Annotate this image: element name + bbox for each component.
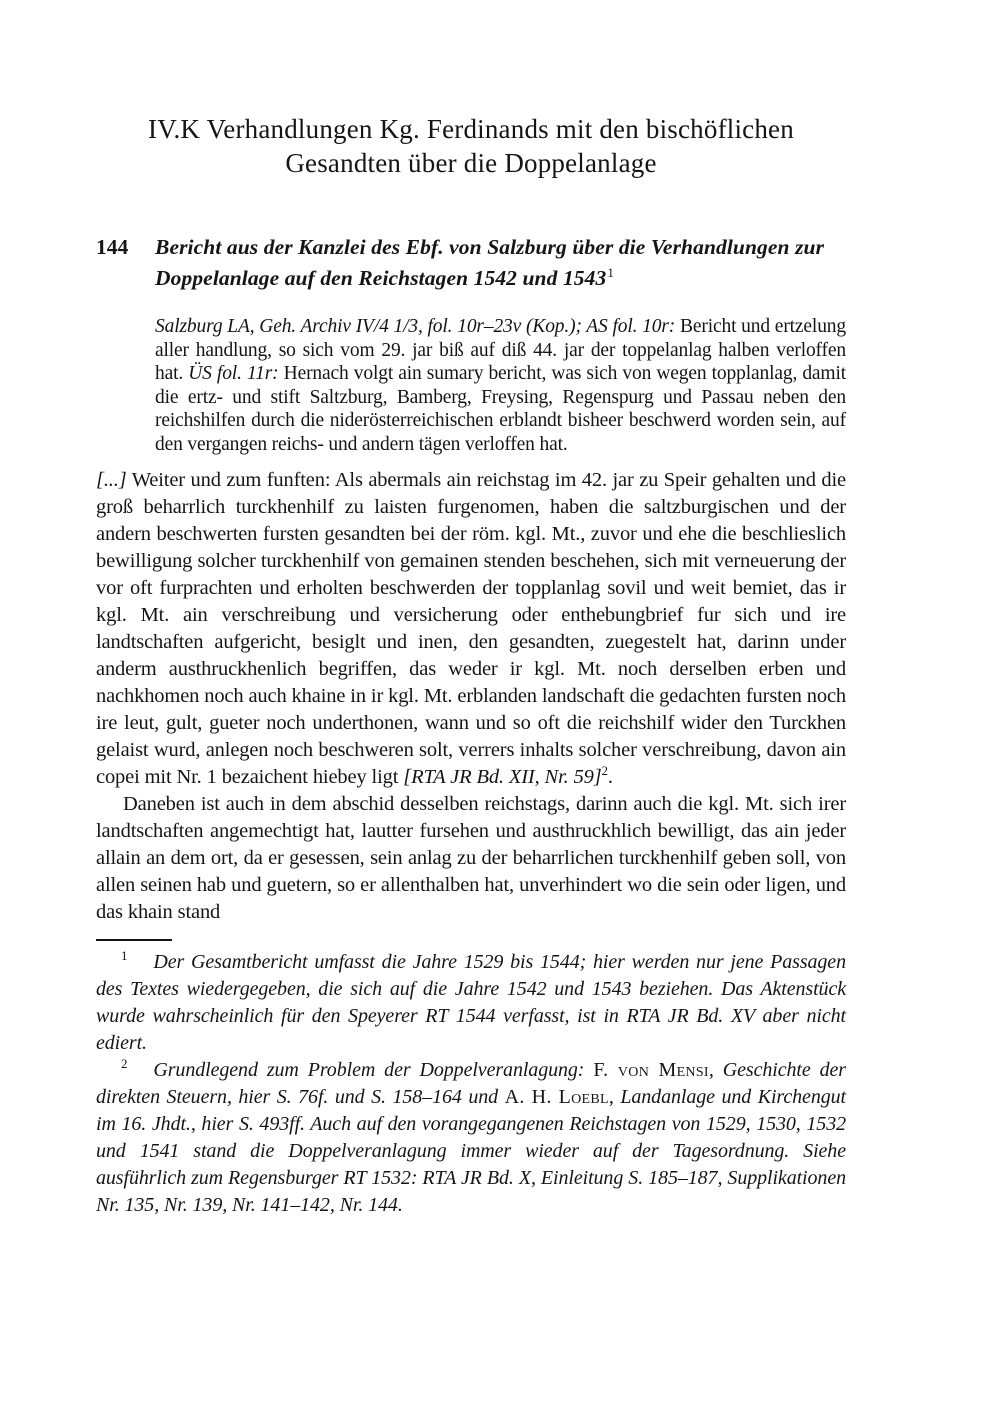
text-block [96, 0, 846, 1219]
document-heading-text: Bericht aus der Kanzlei des Ebf. von Salzburg über die Verhandlungen zur Doppelanlage auf den Reichstagen 1542 und 1543 [155, 235, 825, 290]
section-title-line1: IV.K Verhandlungen Kg. Ferdinands mit den bischöflichen [148, 114, 794, 144]
document-heading [155, 232, 846, 294]
body-paragraph-1: [...] Weiter und zum funften: Als abermals ain reichstag im 42. jar zu Speir gehalten und die groß beharrlich turckhenhilf zu laisten furgenomen, haben die saltzburgischen und der andern beschwerten fursten gesandten bei der röm. kgl. Mt., zuvor und ehe die beschlieslich bewilligung solcher turckhenhilf von gemainen stenden beschehen, sich mit verneuerung der vor oft furprachten und erholten beschwerden der topplanlag sovil und weit bemiet, das ir kgl. Mt. ain verschreibung und versicherung oder enthebungbrief fur sich und ire landtschaften aufgericht, besiglt und inen, den gesandten, zuegestelt hat, darinn under anderm austhruckhenlich begriffen, das weder ir kgl. Mt. noch derselben erben und nachkhomen noch auch khaine in ir kgl. Mt. erblanden landschaft die gedachten fursten noch ire leut, gult, gueter noch underthonen, wann und so oft die reichshilf wider den Turckhen gelaist wurd, anlegen noch beschweren solt, verrers inhalts solcher verschreibung, davon ain copei mit Nr. 1 bezaichent hiebey ligt [RTA JR Bd. XII, Nr. 59]$^2$. [96, 468, 846, 788]
footnote-ref-1: 1 [607, 264, 614, 280]
section-title [96, 112, 846, 180]
footnote-1 [96, 949, 846, 1057]
footnote-text-1: Der Gesamtbericht umfasst die Jahre 1529 bis 1544; hier werden nur jene Passagen des Textes wiedergegeben, die sich auf die Jahre 1542 und 1543 beziehen. Das Aktenstück wurde wahrscheinlich für den Speyerer RT 1544 verfasst, ist in RTA JR Bd. XV aber nicht ediert. [96, 950, 846, 1054]
footnote-number-1: 1 [121, 947, 128, 963]
footnote-2 [96, 1057, 846, 1219]
document-number: 144 [96, 235, 129, 259]
section-title-line2: Gesandten über die Doppelanlage [285, 148, 657, 178]
footnotes-section [96, 949, 846, 1219]
body-paragraph-2: Daneben ist auch in dem abschid desselben reichstags, darinn auch die kgl. Mt. sich irer landtschaften angemechtigt hat, lautter fursehen und austhruckhlich bewilligt, das ain jeder allain an dem ort, da er gesessen, sein anlag zu der beharrlichen turckhenhilf geben soll, von allen seinen hab und guetern, so er allenthalben hat, unverhindert wo die sein oder ligen, und das khain stand [96, 792, 846, 923]
footnote-number-2: 2 [121, 1055, 128, 1071]
document-header [96, 232, 846, 294]
footnote-separator [96, 939, 172, 941]
source-note: Salzburg LA, Geh. Archiv IV/4 1/3, fol. 10r–23v (Kop.); AS fol. 10r: Bericht und ertzelung aller handlung, so sich vom 29. jar biß auf diß 44. jar der toppelanlag halben verloffen hat. ÜS fol. 11r: Hernach volgt ain sumary bericht, was sich von wegen topplanlag, damit die ertz- und stift Saltzburg, Bamberg, Freysing, Regenspurg und Passau neben den reichshilfen durch die niderösterreichischen erblandt bisheer beschwerd worden sein, auf den vergangen reichs- und andern tägen verloffen hat. [155, 316, 847, 455]
footnote-text-2: Grundlegend zum Problem der Doppelveranlagung: F. von Mensi, Geschichte der direkten Steuern, hier S. 76f. und S. 158–164 und A. H. Loebl, Landanlage und Kirchengut im 16. Jhdt., hier S. 493ff. Auch auf den vorangegangenen Reichstagen von 1529, 1530, 1532 und 1541 stand die Doppelveranlagung immer wieder auf der Tagesordnung. Siehe ausführlich zum Regensburger RT 1532: RTA JR Bd. X, Einleitung S. 185–187, Supplikationen Nr. 135, Nr. 139, Nr. 141–142, Nr. 144. [96, 1058, 846, 1216]
